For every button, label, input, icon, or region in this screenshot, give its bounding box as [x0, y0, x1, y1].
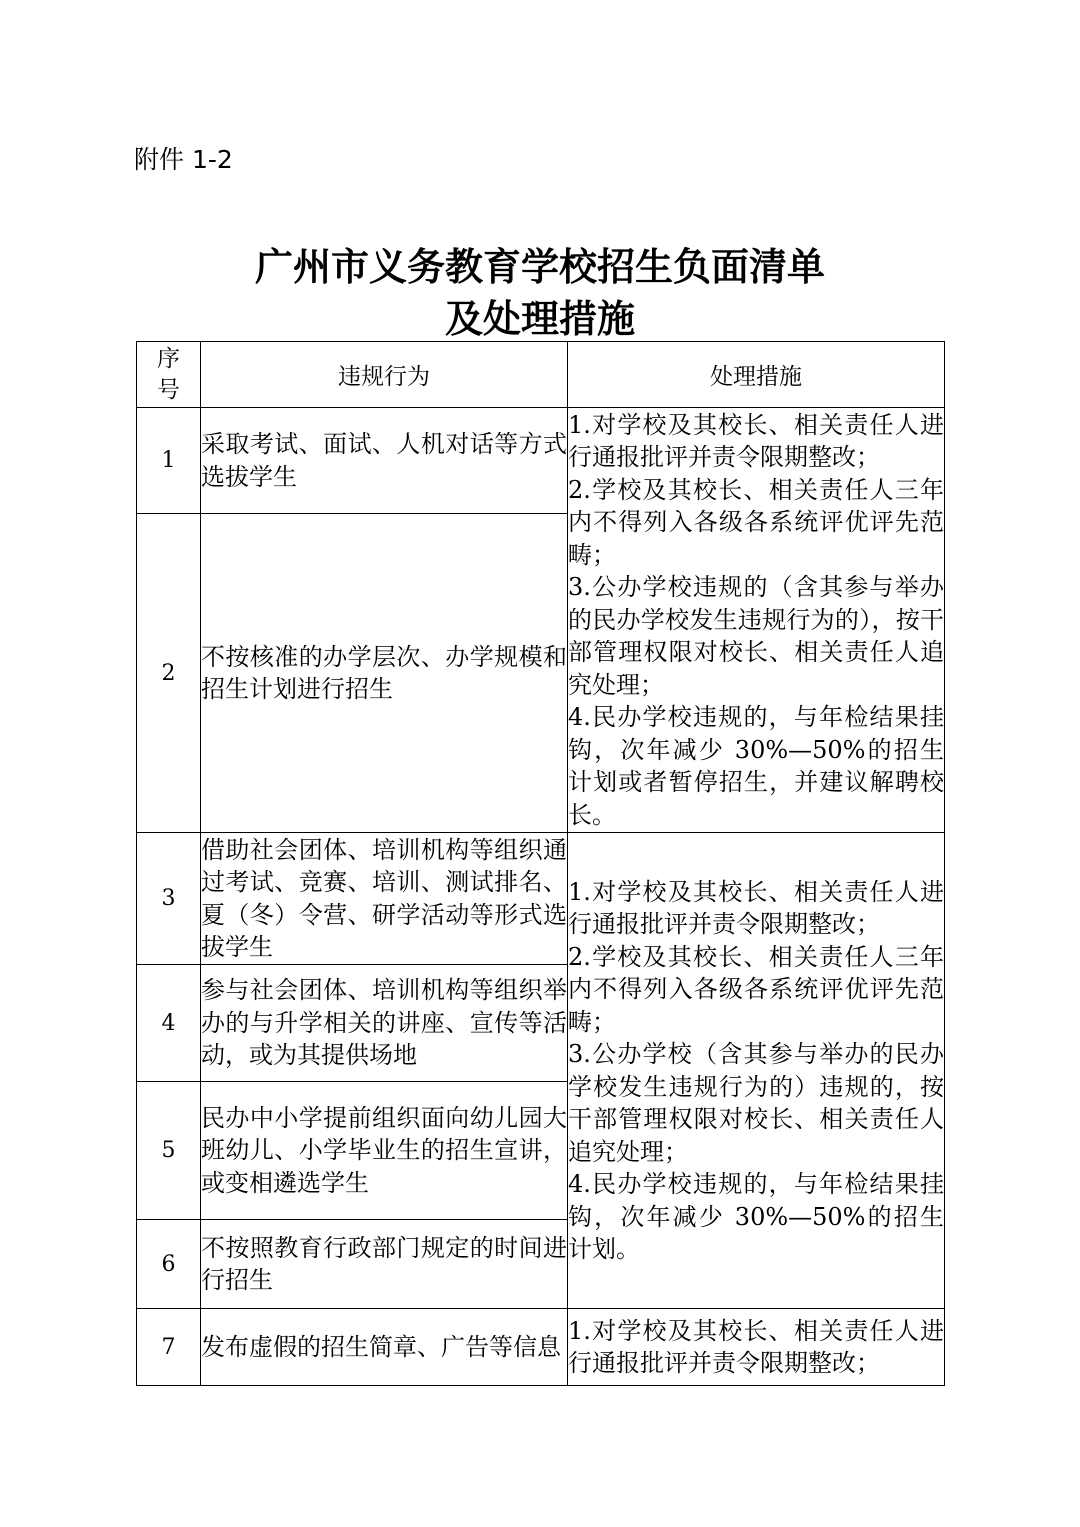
- negative-list-table: [136, 341, 945, 1386]
- header-violation: 违规行为: [201, 342, 568, 408]
- row-seq: 2: [137, 514, 201, 833]
- attachment-label: 附件 1-2: [134, 145, 233, 174]
- page-subtitle: 及处理措施: [444, 296, 635, 341]
- measure-item: 1.对学校及其校长、相关责任人进行通报批评并责令限期整改；: [568, 410, 944, 472]
- table-header-row: [137, 342, 945, 408]
- row-violation: 借助社会团体、培训机构等组织通过考试、竞赛、培训、测试排名、夏（冬）令营、研学活动等形式选拔学生: [201, 833, 568, 965]
- measure-item: 1.对学校及其校长、相关责任人进行通报批评并责令限期整改；: [568, 877, 944, 938]
- row-seq: 7: [137, 1309, 201, 1386]
- measure-item: 3.公办学校（含其参与举办的民办学校发生违规行为的）违规的，按干部管理权限对校长、相关责任人追究处理；: [568, 1040, 944, 1166]
- measure-item: 2.学校及其校长、相关责任人三年内不得列入各级各系统评优评先范畴；: [568, 475, 944, 569]
- row-violation: 不按照教育行政部门规定的时间进行招生: [201, 1220, 568, 1309]
- measures-block-1: [568, 408, 945, 833]
- row-violation: 采取考试、面试、人机对话等方式选拔学生: [201, 408, 568, 514]
- row-seq: 4: [137, 965, 201, 1082]
- table-row: [137, 1309, 945, 1386]
- row-violation: 发布虚假的招生简章、广告等信息: [201, 1309, 568, 1386]
- row-violation: 民办中小学提前组织面向幼儿园大班幼儿、小学毕业生的招生宣讲，或变相遴选学生: [201, 1082, 568, 1220]
- table-row: [137, 833, 945, 965]
- header-seq-line2: 号: [157, 376, 180, 403]
- header-measures: 处理措施: [568, 342, 945, 408]
- measure-item: 3.公办学校违规的（含其参与举办的民办学校发生违规行为的），按干部管理权限对校长、相关责任人追究处理；: [568, 573, 944, 699]
- row-violation: 不按核准的办学层次、办学规模和招生计划进行招生: [201, 514, 568, 833]
- row-seq: 5: [137, 1082, 201, 1220]
- measures-block-2: [568, 833, 945, 1309]
- measure-item: 4.民办学校违规的，与年检结果挂钩，次年减少 30%—50%的招生计划。: [568, 1170, 944, 1263]
- row-seq: 3: [137, 833, 201, 965]
- measure-item: 1.对学校及其校长、相关责任人进行通报批评并责令限期整改；: [568, 1316, 944, 1377]
- row-violation: 参与社会团体、培训机构等组织举办的与升学相关的讲座、宣传等活动，或为其提供场地: [201, 965, 568, 1082]
- measures-block-3: [568, 1309, 945, 1386]
- header-seq: [137, 342, 201, 408]
- header-seq-line1: 序: [157, 345, 180, 372]
- measure-item: 2.学校及其校长、相关责任人三年内不得列入各级各系统评优评先范畴；: [568, 942, 944, 1036]
- row-seq: 1: [137, 408, 201, 514]
- row-seq: 6: [137, 1220, 201, 1309]
- page-title: 广州市义务教育学校招生负面清单: [254, 244, 825, 289]
- table-row: [137, 408, 945, 514]
- measure-item: 4.民办学校违规的，与年检结果挂钩，次年减少 30%—50%的招生计划或者暂停招生，并建议解聘校长。: [568, 703, 944, 829]
